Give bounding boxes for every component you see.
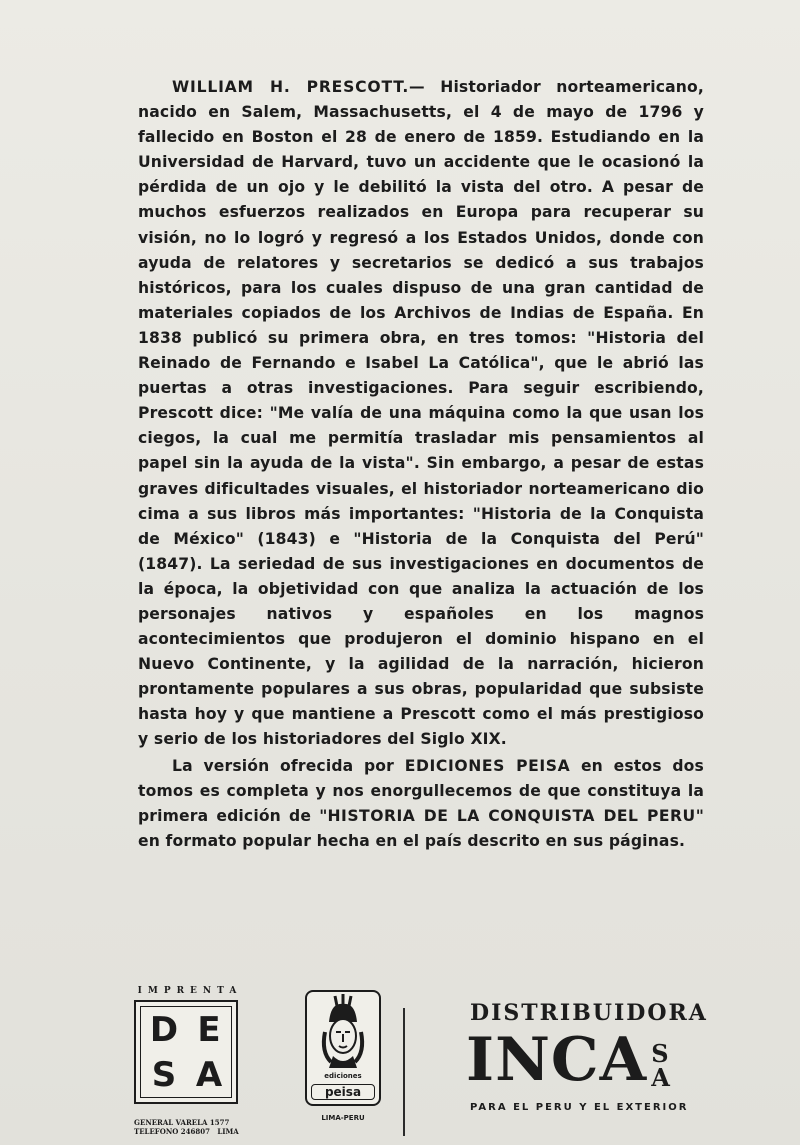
edition-text-start: La versión ofrecida por (172, 756, 405, 775)
peisa-name: peisa (311, 1084, 375, 1100)
desa-letter: E (197, 1009, 220, 1050)
inca-tagline: PARA EL PERU Y EL EXTERIOR (470, 1102, 689, 1113)
author-name: WILLIAM H. PRESCOTT. (172, 78, 410, 96)
publisher-name: EDICIONES PEISA (404, 756, 571, 775)
edition-text-middle: en estos dos tomos es completa y nos enorgullecemos de que constituya la primera edición de " (138, 756, 704, 825)
biography-text (138, 75, 704, 854)
desa-address: GENERAL VARELA 1577 TELEFONO 246807 LIMA (134, 1118, 239, 1136)
desa-top-label: IMPRENTA (137, 986, 243, 996)
peisa-small-label: ediciones (324, 1072, 362, 1080)
desa-letter: A (195, 1054, 222, 1095)
desa-letter: S (151, 1054, 176, 1095)
logo-divider (403, 1008, 405, 1136)
inca-head-icon (307, 992, 379, 1074)
biography-paragraph (138, 75, 704, 753)
edition-text-end: " en formato popular hecha en el país descrito en sus páginas. (138, 806, 704, 850)
ediciones-peisa-logo (305, 990, 381, 1126)
inca-word: INCA (466, 1025, 648, 1095)
book-title: HISTORIA DE LA CONQUISTA DEL PERU (327, 806, 696, 825)
inca-sa: S A (651, 1039, 670, 1092)
distribuidora-inca-logo (466, 1000, 716, 1113)
peisa-emblem (305, 990, 381, 1106)
inca-top-label: DISTRIBUIDORA (470, 1000, 708, 1026)
desa-box (134, 1000, 238, 1104)
edition-paragraph (138, 754, 704, 854)
peisa-city: LIMA-PERU (321, 1114, 365, 1122)
biography-body: — Historiador norteamericano, nacido en Salem, Massachusetts, el 4 de mayo de 1796 y fallecido en Boston el 28 de enero de 1859. Estudiando en la Universidad de Harvard, tuvo un accidente que le ocasionó la pérdida de un ojo y le debilitó la vista del otro. A pesar de muchos esfuerzos realizados en Europa para recuperar su visión, no lo logró y regresó a los Estados Unidos, donde con ayuda de relatores y secretarios se dedicó a sus trabajos históricos, para los cuales dispuso de una gran cantidad de materiales copiados de los Archivos de Indias de España. En 1838 publicó su primera obra, en tres tomos: "Historia del Reinado de Fernando e Isabel La Católica", que le abrió las puertas a otras investigaciones. Para seguir escribiendo, Prescott dice: "Me valía de una máquina como la que usan los ciegos, la cual me permitía trasladar mis pensamientos al papel sin la ayuda de la vista". Sin embargo, a pesar de estas graves dificultades visuales, el historiador norteamericano dio cima a sus libros más importantes: "Historia de la Conquista de México" (1843) e "Historia de la Conquista del Perú" (1847). La seriedad de sus investigaciones en documentos de la época, la objetividad con que analiza la actuación de los personajes nativos y españoles en los magnos acontecimientos que produjeron el dominio hispano en el Nuevo Continente, y la agilidad de la narración, hicieron prontamente populares a sus obras, popularidad que subsiste hasta hoy y que mantiene a Prescott como el más prestigioso y serio de los historiadores del Siglo XIX. (138, 78, 704, 749)
imprenta-desa-logo (134, 986, 246, 1136)
desa-letter: D (149, 1009, 178, 1050)
